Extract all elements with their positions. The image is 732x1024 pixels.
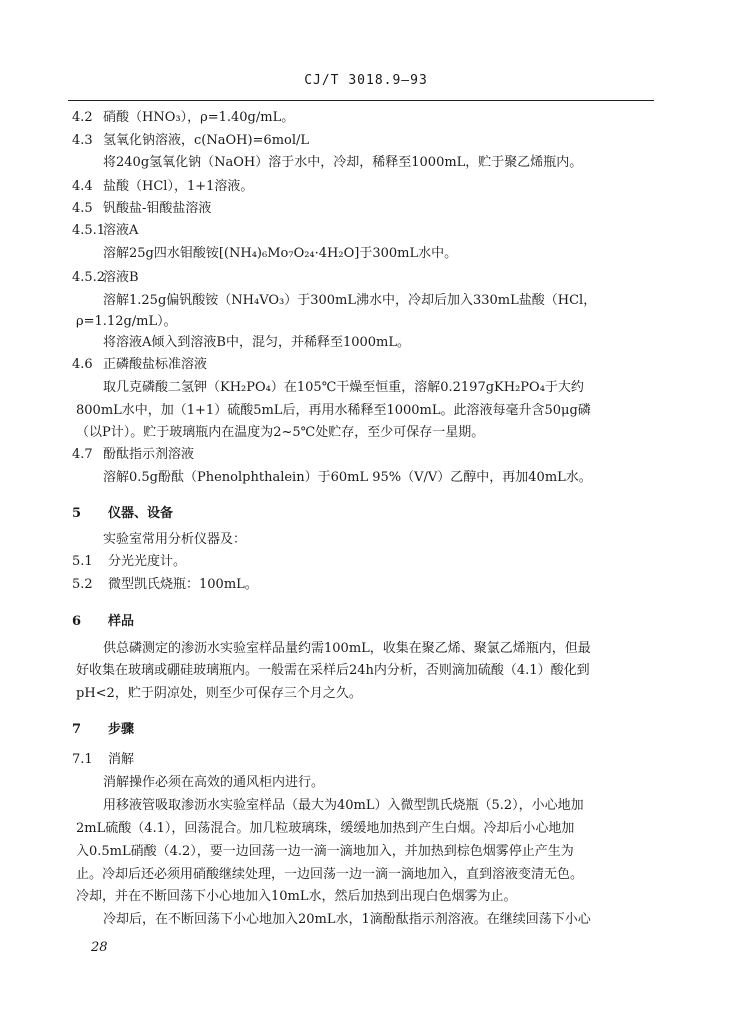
clause-body-line: 将240g氢氧化钠（NaOH）溶于水中，冷却，稀释至1000mL，贮于聚乙烯瓶内。 (103, 155, 583, 170)
clause-number: 4.6 (72, 357, 93, 372)
clause-body-line: 入0.5mL硝酸（4.2），要一边回荡一边一滴一滴地加入，并加热到棕色烟雾停止产生为 (76, 844, 574, 859)
section-6-heading (72, 613, 134, 631)
clause-body-line: ρ=1.12g/mL）。 (76, 314, 177, 329)
section-7-heading (72, 721, 134, 739)
clause-body-line: 消解操作必须在高效的通风柜内进行。 (103, 775, 325, 790)
section-title: 步骤 (108, 722, 135, 737)
clause-text: 氢氧化钠溶液，c(NaOH)=6mol/L (103, 133, 310, 148)
clause-body-line: 2mL硫酸（4.1），回荡混合。加几粒玻璃珠，缓缓地加热到产生白烟。冷却后小心地加 (76, 821, 575, 836)
clause-number: 4.3 (72, 133, 93, 148)
header-rule (68, 100, 654, 101)
clause-text: 微型凯氏烧瓶：100mL。 (108, 577, 258, 592)
clause-4-5-1 (72, 222, 138, 240)
clause-number: 4.5 (72, 201, 93, 216)
page-number: 28 (91, 940, 108, 955)
clause-body-line: 溶解0.5g酚酞（Phenolphthalein）于60mL 95%（V/V）乙醇中，再加40mL水。 (103, 470, 592, 485)
clause-4-5 (72, 200, 211, 218)
clause-number: 7.1 (72, 752, 93, 767)
clause-4-5-2 (72, 269, 139, 287)
section-title: 仪器、设备 (108, 506, 174, 521)
clause-number: 4.2 (72, 110, 93, 125)
clause-number: 4.7 (72, 447, 93, 462)
clause-text: 消解 (108, 752, 135, 767)
clause-4-4 (72, 178, 253, 196)
clause-body-line: 好收集在玻璃或硼硅玻璃瓶内。一般需在采样后24h内分析，否则滴加硫酸（4.1）酸化到 (76, 663, 590, 678)
clause-text: 正磷酸盐标准溶液 (103, 357, 208, 372)
section-number: 5 (72, 506, 82, 521)
clause-body-line: 实验室常用分析仪器及： (103, 532, 247, 547)
clause-body-line: 将溶液A倾入到溶液B中，混匀，并稀释至1000mL。 (103, 335, 410, 350)
clause-4-2 (72, 109, 294, 127)
clause-4-3 (72, 132, 309, 150)
section-5-heading (72, 505, 173, 523)
clause-7-1 (72, 751, 134, 769)
document-code-header: CJ/T 3018.9—93 (304, 73, 428, 88)
clause-number: 4.4 (72, 179, 93, 194)
clause-body-line: 供总磷测定的渗沥水实验室样品量约需100mL，收集在聚乙烯、聚氯乙烯瓶内，但最 (103, 641, 591, 656)
clause-4-6 (72, 356, 207, 374)
clause-body-line: pH<2，贮于阴凉处，则至少可保存三个月之久。 (76, 686, 362, 701)
clause-body-line: 溶解1.25g偏钒酸铵（NH₄VO₃）于300mL沸水中，冷却后加入330mL盐酸（HCl， (103, 293, 597, 308)
clause-body-line: （以P计）。贮于玻璃瓶内在温度为2~5℃处贮存，至少可保存一星期。 (76, 425, 485, 440)
clause-text: 硝酸（HNO₃），ρ=1.40g/mL。 (103, 110, 295, 125)
section-title: 样品 (108, 614, 135, 629)
section-number: 6 (72, 614, 82, 629)
section-number: 7 (72, 722, 82, 737)
clause-body-line: 用移液管吸取渗沥水实验室样品（最大为40mL）入微型凯氏烧瓶（5.2），小心地加 (103, 798, 584, 813)
clause-number: 4.5.2 (72, 270, 106, 285)
clause-text: 酚酞指示剂溶液 (103, 447, 195, 462)
clause-text: 溶液A (103, 223, 139, 238)
clause-body-line: 取几克磷酸二氢钾（KH₂PO₄）在105℃干燥至恒重，溶解0.2197gKH₂PO₄于大约 (103, 380, 584, 395)
clause-body-line: 溶解25g四水钼酸铵[(NH₄)₆Mo₇O₂₄·4H₂O]于300mL水中。 (103, 246, 458, 261)
clause-number: 4.5.1 (72, 223, 106, 238)
clause-text: 钒酸盐-钼酸盐溶液 (103, 201, 212, 216)
clause-text: 分光光度计。 (108, 554, 187, 569)
clause-text: 溶液B (103, 270, 139, 285)
clause-5-1 (72, 553, 186, 571)
clause-body-line: 冷却，并在不断回荡下小心地加入10mL水，然后加热到出现白色烟雾为止。 (76, 889, 517, 904)
clause-number: 5.1 (72, 554, 93, 569)
clause-body-line: 止。冷却后还必须用硝酸继续处理，一边回荡一边一滴一滴地加入，直到溶液变清无色。 (76, 867, 584, 882)
clause-4-7 (72, 446, 194, 464)
clause-number: 5.2 (72, 577, 93, 592)
clause-5-2 (72, 576, 258, 594)
clause-text: 盐酸（HCl），1+1溶液。 (103, 179, 254, 194)
clause-body-line: 冷却后，在不断回荡下小心地加入20mL水，1滴酚酞指示剂溶液。在继续回荡下小心 (103, 912, 591, 927)
clause-body-line: 800mL水中，加（1+1）硫酸5mL后，再用水稀释至1000mL。此溶液每毫升含50μg磷 (76, 403, 591, 418)
